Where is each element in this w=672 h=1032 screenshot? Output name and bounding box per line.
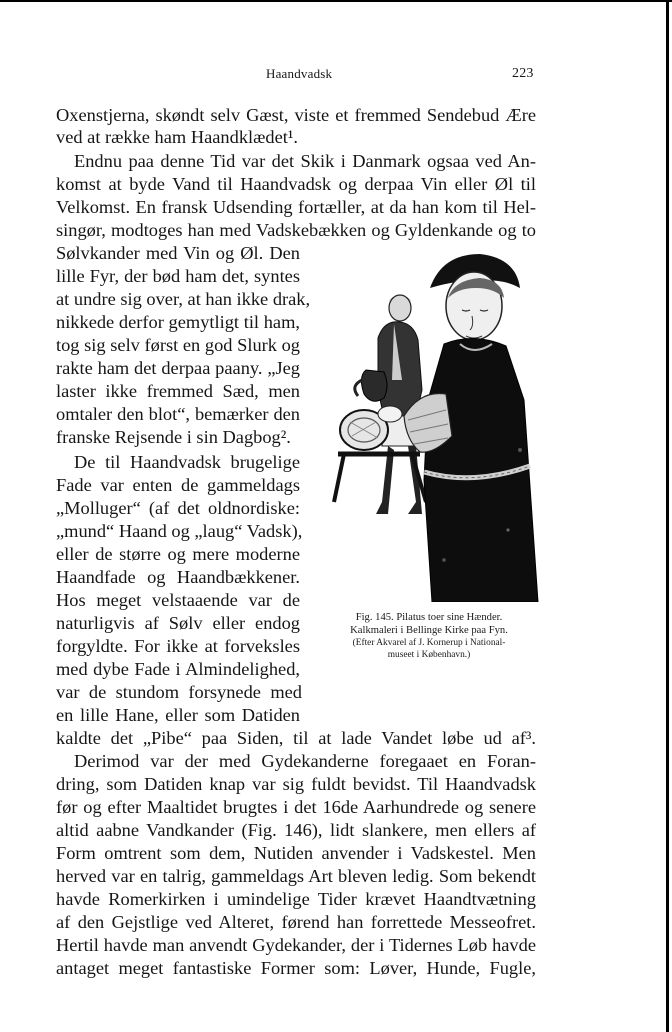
- figure-caption: [318, 611, 540, 661]
- text-line: Endnu paa denne Tid var det Skik i Danmark ogsaa ved An-: [74, 151, 536, 171]
- text-line: af den Gejstlige ved Alteret, førend han forrettede Messeofret.: [56, 912, 536, 932]
- text-line: Form omtrent som dem, Nutiden anvender i Vadskestel. Men: [56, 843, 536, 863]
- text-line: omtaler den blot“, bemærker den: [56, 404, 300, 424]
- text-line: før og efter Maaltidet brugtes i det 16de Aarhundrede og senere: [56, 797, 536, 817]
- text-line: De til Haandvadsk brugelige: [74, 452, 300, 472]
- running-head: Haandvadsk: [266, 66, 333, 81]
- text-line: tog sig selv først en god Slurk og: [56, 335, 300, 355]
- text-line: rakte ham det derpaa paany. „Jeg: [56, 358, 300, 378]
- page-number: 223: [512, 66, 534, 81]
- text-line: dring, som Datiden knap var sig fuldt bevidst. Til Haandvadsk: [56, 774, 536, 794]
- text-line: franske Rejsende i sin Dagbog².: [56, 427, 291, 447]
- text-line: forgyldte. For ikke at forveksles: [56, 636, 300, 656]
- text-line: laster ikke fremmed Sæd, men: [56, 381, 300, 401]
- text-line: var de stundom forsynede med: [56, 682, 302, 702]
- text-line: Derimod var der med Gydekanderne foregaaet en Foran-: [74, 751, 536, 771]
- text-line: Haandfade og Haandbækkener.: [56, 567, 300, 587]
- text-line: havde Romerkirken i umindelige Tider krævet Haandtvætning: [56, 889, 536, 909]
- text-line: Oxenstjerna, skøndt selv Gæst, viste et fremmed Sendebud Ære: [56, 105, 536, 125]
- caption-line: Kalkmaleri i Bellinge Kirke paa Fyn.: [350, 625, 508, 636]
- text-line: en lille Hane, eller som Datiden: [56, 705, 300, 725]
- servant-figure: [355, 295, 422, 514]
- text-line: eller de større og mere moderne: [56, 544, 300, 564]
- wall-painting-image: [324, 240, 540, 602]
- caption-line: museet i København.): [387, 650, 471, 660]
- text-line: singør, modtoges han med Vadskebækken og Gyldenkande og to: [56, 220, 536, 240]
- text-line: Velkomst. En fransk Udsending fortæller, at da han kom til Hel-: [56, 197, 536, 217]
- text-line: ved at række ham Haandklædet¹.: [56, 127, 298, 147]
- caption-line: Fig. 145. Pilatus toer sine Hænder.: [355, 612, 503, 623]
- text-line: Sølvkander med Vin og Øl. Den: [56, 243, 300, 263]
- text-line: med dybe Fade i Almindelighed,: [56, 659, 300, 679]
- figure-illustration: [324, 240, 540, 602]
- stool: [334, 454, 426, 502]
- text-line: kaldte det „Pibe“ paa Siden, til at lade Vandet løbe ud af³.: [56, 728, 536, 748]
- caption-line: (Efter Akvarel af J. Kornerup i National-: [352, 638, 506, 648]
- text-line: nikkede derfor gemytligt til ham,: [56, 312, 300, 332]
- text-line: Hos meget velstaaende var de: [56, 590, 300, 610]
- text-line: altid aabne Vandkander (Fig. 146), lidt slankere, men ellers af: [56, 820, 536, 840]
- text-line: „Molluger“ (af det oldnordiske:: [56, 498, 300, 518]
- text-line: Hertil havde man anvendt Gydekander, der i Tidernes Løb havde: [56, 935, 536, 955]
- scan-top-edge: [0, 0, 672, 2]
- text-line: „mund“ Haand og „laug“ Vadsk),: [56, 521, 303, 541]
- text-line: at undre sig over, at han ikke drak,: [56, 289, 311, 309]
- text-line: herved var en talrig, gammeldags Art bleven ledig. Som bekendt: [56, 866, 536, 886]
- text-line: lille Fyr, der bød ham det, syntes: [56, 266, 300, 286]
- text-line: antaget meget fantastiske Former som: Løver, Hunde, Fugle,: [56, 958, 536, 978]
- text-line: naturligvis af Sølv eller endog: [56, 613, 300, 633]
- scan-right-edge: [666, 0, 669, 1032]
- text-line: komst at byde Vand til Haandvadsk og derpaa Vin eller Øl til: [56, 174, 536, 194]
- text-line: Fade var enten de gammeldags: [56, 475, 300, 495]
